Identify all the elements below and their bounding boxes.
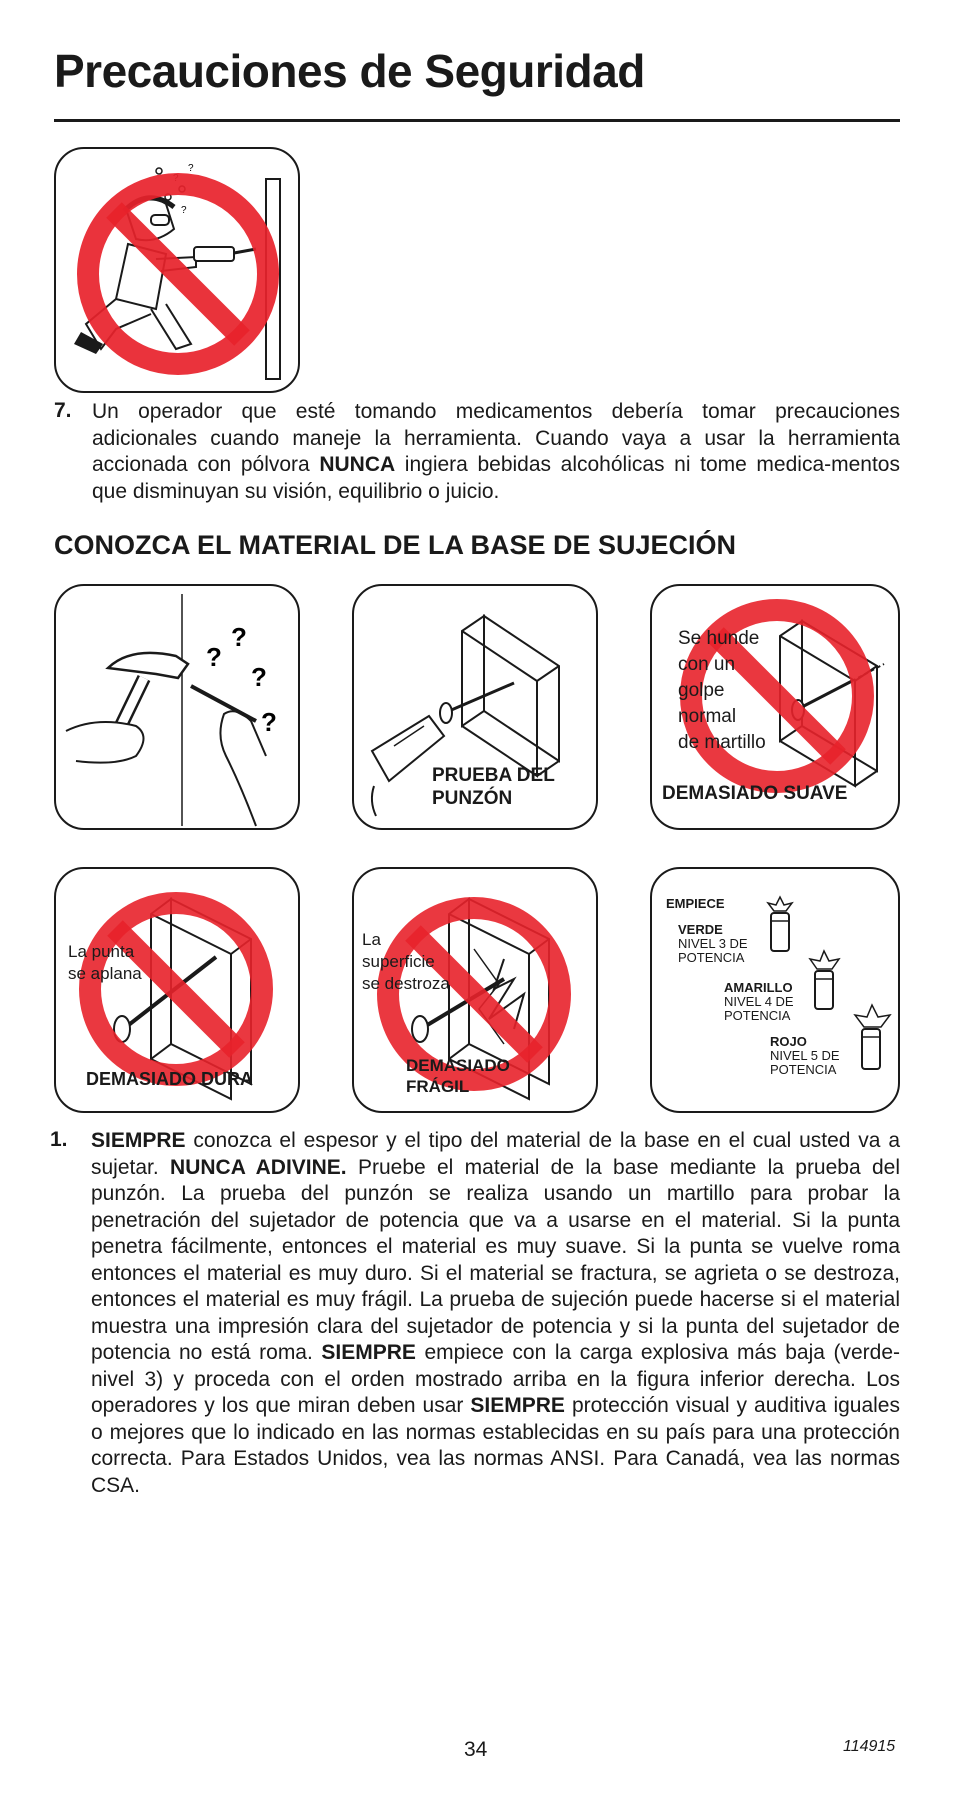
impaired-operator-illustration bbox=[56, 149, 300, 393]
hammer-hand-illustration bbox=[56, 586, 300, 830]
section-heading: CONOZCA EL MATERIAL DE LA BASE DE SUJECIÓN bbox=[54, 530, 737, 560]
too-soft-note-line-4: normal bbox=[678, 706, 737, 727]
item-7-text-b: ingiera bebidas alcohólicas ni tome medica-mentos que disminuyan su visión, equilibrio o juicio. bbox=[92, 453, 900, 503]
item-1-text-3: empiece con la carga explosiva más baja (verde-nivel 3) y proceda con el orden mostrado arriba en la figura inferior derecha. Los operadores y los que miran deben usar bbox=[91, 1341, 900, 1417]
impaired-operator-panel bbox=[54, 147, 300, 393]
hammer-question-panel bbox=[54, 584, 300, 830]
item-1-bold-siempre: SIEMPRE bbox=[91, 1129, 186, 1152]
punch-test-panel bbox=[352, 584, 598, 830]
too-brittle-caption-line-1: DEMASIADO bbox=[406, 1056, 510, 1075]
red-power-text: POTENCIA bbox=[770, 1062, 837, 1077]
question-mark-glyph: ? bbox=[188, 163, 194, 174]
green-level-name: VERDE bbox=[678, 922, 723, 937]
page-title: Precauciones de Seguridad bbox=[54, 45, 645, 97]
too-hard-note-line-1: La punta bbox=[68, 942, 135, 961]
item-1-paragraph bbox=[91, 1128, 900, 1499]
too-brittle-note-line-3: se destroza bbox=[362, 974, 450, 993]
question-mark-glyph: ? bbox=[261, 707, 277, 737]
yellow-level-name: AMARILLO bbox=[724, 980, 793, 995]
question-mark-glyph: ? bbox=[251, 662, 267, 692]
question-mark-glyph: ? bbox=[181, 205, 187, 216]
question-mark-glyph: ? bbox=[206, 642, 222, 672]
punch-test-label-line-1: PRUEBA DEL bbox=[432, 765, 555, 786]
too-soft-note-line-2: con un bbox=[678, 654, 736, 675]
power-level-panel bbox=[650, 867, 900, 1113]
green-power-text: POTENCIA bbox=[678, 950, 745, 965]
prohibition-sign-icon bbox=[88, 184, 268, 364]
too-soft-panel bbox=[650, 584, 900, 830]
question-mark-glyph: ? bbox=[231, 622, 247, 652]
too-brittle-caption-line-2: FRÁGIL bbox=[406, 1077, 470, 1096]
yellow-level-text: NIVEL 4 DE bbox=[724, 994, 794, 1009]
start-label: EMPIECE bbox=[666, 896, 725, 911]
item-7-text-a: Un operador que esté tomando medicamentos debería tomar precauciones adicionales cuando maneje la herramienta. Cuando vaya a usar la herramienta accionada con pólvora bbox=[92, 400, 900, 476]
item-1-bold-siempre-3: SIEMPRE bbox=[470, 1394, 565, 1417]
too-hard-caption: DEMASIADO DURA bbox=[86, 1069, 254, 1089]
item-1-text-2: Pruebe el material de la base mediante la prueba del punzón. La prueba del punzón se realiza usando un martillo para probar la penetración del sujetador de potencia que va a usarse en el material. Si la punta penetra fácilmente, entonces el material es muy suave. Si la punta se vuelve roma entonces el material es muy duro. Si el material se fractura, se agrieta o se destroza, entonces el material es muy frágil. La prueba de sujeción puede hacerse si el material muestra una impresión clara del sujetador de potencia y si la punta del sujetador de potencia no está roma. bbox=[91, 1155, 900, 1364]
green-load-icon bbox=[768, 897, 792, 951]
item-7-bold-nunca: NUNCA bbox=[319, 453, 396, 476]
too-brittle-note-line-2: superficie bbox=[362, 952, 435, 971]
document-code: 114915 bbox=[843, 1738, 896, 1755]
question-mark-glyph: ? bbox=[173, 173, 179, 184]
item-1-bold-nunca-adivine: NUNCA ADIVINE. bbox=[170, 1155, 347, 1179]
title-rule bbox=[54, 119, 900, 122]
item-7-paragraph bbox=[92, 399, 900, 505]
red-level-name: ROJO bbox=[770, 1034, 807, 1049]
yellow-power-text: POTENCIA bbox=[724, 1008, 791, 1023]
red-load-icon bbox=[855, 1005, 890, 1069]
item-1-text-1: conozca el espesor y el tipo del material de la base en el cual usted va a sujetar. bbox=[91, 1129, 900, 1179]
too-brittle-panel bbox=[352, 867, 598, 1113]
green-level-text: NIVEL 3 DE bbox=[678, 936, 748, 951]
page-number: 34 bbox=[464, 1738, 488, 1761]
too-brittle-note-line-1: La bbox=[362, 930, 381, 949]
red-level-text: NIVEL 5 DE bbox=[770, 1048, 840, 1063]
yellow-load-icon bbox=[810, 951, 839, 1009]
too-soft-note-line-3: golpe bbox=[678, 680, 725, 701]
item-1-bold-siempre-2: SIEMPRE bbox=[321, 1341, 416, 1364]
item-7-number: 7. bbox=[54, 399, 72, 422]
too-hard-panel bbox=[54, 867, 300, 1113]
too-soft-note-line-5: de martillo bbox=[678, 732, 766, 753]
item-1-number: 1. bbox=[50, 1128, 68, 1151]
item-1-text-4: protección visual y auditiva iguales o mejores que lo indicado en las normas establecidas en su país para una protección correcta. Para Estados Unidos, vea las normas ANSI. Para Canadá, vea las normas CSA. bbox=[91, 1394, 900, 1497]
too-soft-caption: DEMASIADO SUAVE bbox=[662, 783, 848, 804]
punch-test-label-line-2: PUNZÓN bbox=[432, 788, 513, 809]
too-soft-note-line-1: Se hunde bbox=[678, 628, 760, 649]
too-hard-note-line-2: se aplana bbox=[68, 964, 142, 983]
